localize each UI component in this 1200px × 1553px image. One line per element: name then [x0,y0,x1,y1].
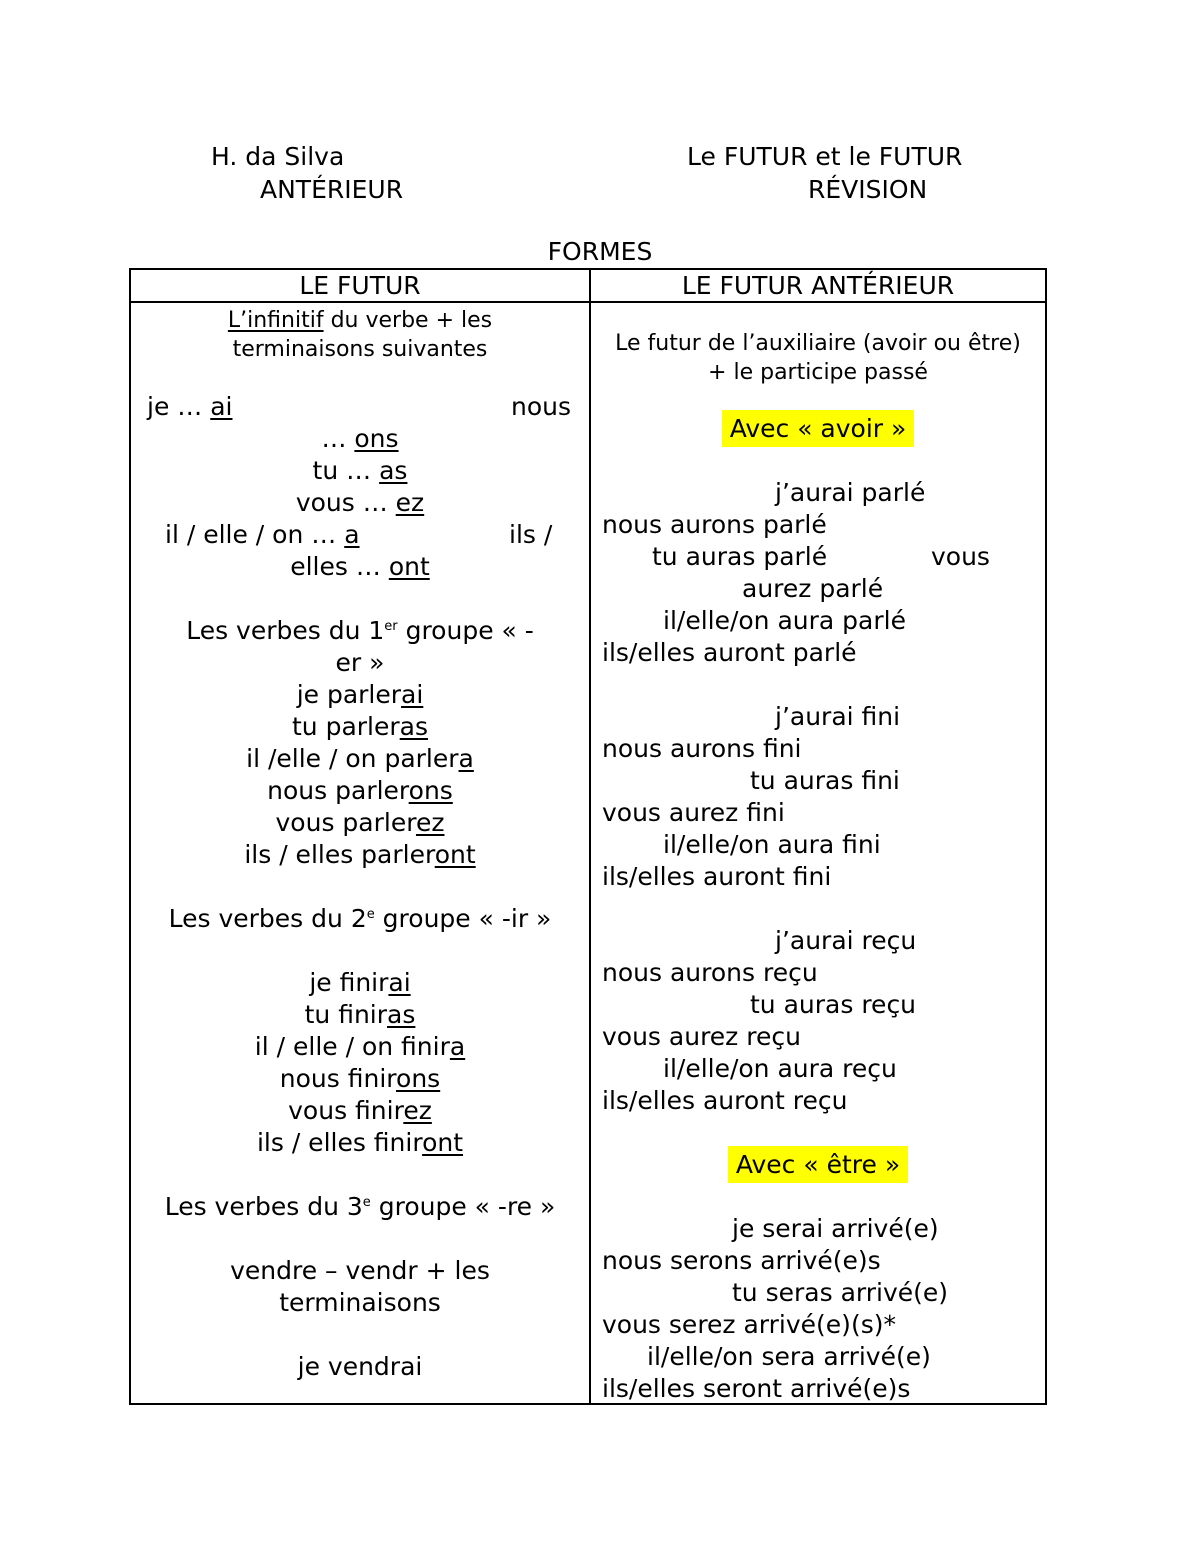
futur-cell [130,302,590,1404]
conj-line: tu auras fini [750,766,900,795]
group1-title: Les verbes du 1er groupe « - [186,616,534,645]
section-title: FORMES [547,237,653,266]
conj-line: tu seras arrivé(e) [732,1278,949,1307]
conj-line: ils/elles seront arrivé(e)s [602,1374,911,1403]
conj-line: ils/elles auront reçu [602,1086,848,1115]
ending-ils-line2: elles … ont [290,552,430,581]
title-continuation-right: RÉVISION [808,175,928,204]
group3-example: je vendrai [297,1352,423,1381]
group1-row: tu parleras [291,712,429,741]
group2-row: je finirai [309,968,411,997]
title-continuation-left: ANTÉRIEUR [260,175,404,204]
group1-row: il /elle / on parlera [246,744,474,773]
etre-label: Avec « être » [591,1149,1045,1181]
page-title: Le FUTUR et le FUTUR [687,142,963,171]
ending-nous: nous [511,392,572,421]
ending-il: il / elle / on … a [165,520,360,549]
group1-row: ils / elles parleront [244,840,476,869]
conj-line: j’aurai reçu [775,926,917,955]
col-header-futur-anterieur: LE FUTUR ANTÉRIEUR [590,269,1046,302]
conj-line: il/elle/on aura parlé [663,606,906,635]
conj-line: tu auras reçu [750,990,917,1019]
conj-line: j’aurai fini [775,702,901,731]
group2-row: vous finirez [288,1096,432,1125]
group1-row: vous parlerez [275,808,445,837]
group1-title-line2: er » [335,648,385,677]
conj-line: j’aurai parlé [775,478,926,507]
conj-line: vous serez arrivé(e)(s)* [602,1310,896,1339]
group3-title: Les verbes du 3e groupe « -re » [164,1192,556,1221]
conj-line: il/elle/on aura fini [663,830,881,859]
conj-line: ils/elles auront parlé [602,638,857,667]
conj-line: il/elle/on aura reçu [663,1054,897,1083]
conj-line: nous serons arrivé(e)s [602,1246,881,1275]
ending-je: je … ai [147,392,233,421]
futur-intro-line2: terminaisons suivantes [232,337,488,362]
avoir-label: Avec « avoir » [591,413,1045,445]
ending-tu: tu … as [312,456,408,485]
conj-line: vous [931,542,990,571]
group2-row: il / elle / on finira [254,1032,466,1061]
conj-line: aurez parlé [742,574,884,603]
conj-line: nous aurons parlé [602,510,827,539]
conj-line: ils/elles auront fini [602,862,832,891]
forms-table [129,268,1047,1405]
anterieur-intro: Le futur de l’auxiliaire (avoir ou être) [615,331,1021,356]
ending-ils: ils / [509,520,553,549]
group2-row: tu finiras [304,1000,416,1029]
group3-rule-line2: terminaisons [279,1288,441,1317]
group2-row: nous finirons [279,1064,441,1093]
col-header-futur: LE FUTUR [130,269,590,302]
ending-vous: vous … ez [295,488,425,517]
anterieur-intro-line2: + le participe passé [708,360,928,385]
group1-row: je parlerai [296,680,424,709]
conj-line: tu auras parlé [652,542,828,571]
futur-intro: L’infinitif du verbe + les [227,308,493,333]
group2-title: Les verbes du 2e groupe « -ir » [168,904,552,933]
group2-row: ils / elles finiront [256,1128,464,1157]
ending-nous-line2: … ons [321,424,399,453]
conj-line: nous aurons fini [602,734,802,763]
futur-anterieur-cell [590,302,1046,1404]
conj-line: nous aurons reçu [602,958,818,987]
conj-line: vous aurez fini [602,798,785,827]
group3-rule: vendre – vendr + les [230,1256,490,1285]
conj-line: il/elle/on sera arrivé(e) [647,1342,931,1371]
group1-row: nous parlerons [267,776,453,805]
author: H. da Silva [211,142,345,171]
conj-line: je serai arrivé(e) [732,1214,939,1243]
conj-line: vous aurez reçu [602,1022,801,1051]
